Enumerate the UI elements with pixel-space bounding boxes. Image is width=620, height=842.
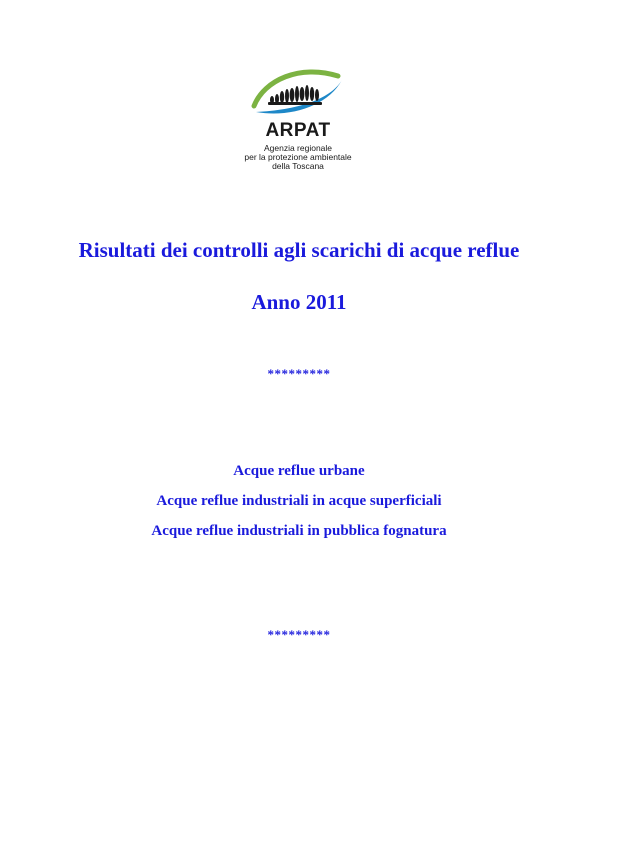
topic-item: Acque reflue industriali in acque superficiali — [156, 493, 442, 509]
logo-tagline-line: Agenzia regionale — [263, 143, 333, 153]
topic-item: Acque reflue urbane — [233, 463, 365, 479]
document-title: Risultati dei controlli agli scarichi di acque reflue — [78, 238, 520, 262]
logo-wordmark: ARPAT — [265, 120, 331, 141]
logo-tagline-line: della Toscana — [272, 161, 324, 171]
topic-item: Acque reflue industriali in pubblica fognatura — [151, 523, 447, 539]
document-year: Anno 2011 — [251, 290, 347, 314]
logo-tagline-line: per la protezione ambientale — [244, 152, 352, 162]
separator-bottom: ********* — [267, 627, 331, 642]
arpat-logo — [233, 66, 363, 178]
separator-top: ********* — [267, 366, 331, 381]
topics-list — [0, 456, 598, 546]
arpat-emblem-icon — [250, 66, 346, 118]
logo-tagline — [233, 144, 363, 171]
